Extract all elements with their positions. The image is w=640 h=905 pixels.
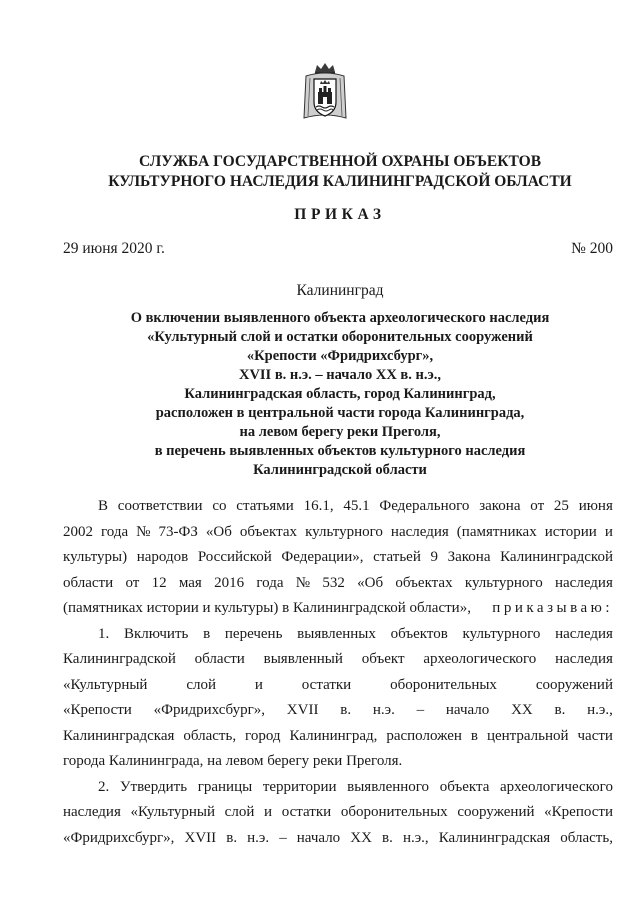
- organization-name-line1: СЛУЖБА ГОСУДАРСТВЕННОЙ ОХРАНЫ ОБЪЕКТОВ: [138, 153, 542, 170]
- title-line: Калининградской области: [253, 462, 427, 478]
- body-line: «Культурный слой и остатки оборонительных сооружений: [63, 676, 613, 693]
- document-city: Калининград: [296, 282, 384, 299]
- body-line: В соответствии со статьями 16.1, 45.1 Федерального закона от 25 июня: [98, 498, 613, 514]
- body-line: города Калининграда, на левом берегу реки Преголя.: [63, 753, 403, 769]
- document-type: ПРИКАЗ: [294, 206, 386, 223]
- body-line: «Крепости «Фридрихсбург», XVII в. н.э. – начало XX в. н.э.,: [63, 702, 613, 718]
- body-line: 1. Включить в перечень выявленных объектов культурного наследия: [98, 625, 613, 642]
- document-body: [63, 494, 613, 851]
- title-line: О включении выявленного объекта археологического наследия: [130, 310, 550, 326]
- body-line: [63, 596, 613, 622]
- body-text: (памятниках истории и культуры) в Калининградской области»,: [63, 600, 471, 616]
- coat-of-arms-icon: [302, 62, 348, 122]
- document-title: [40, 309, 640, 480]
- title-line: на левом берегу реки Преголя,: [239, 424, 441, 440]
- body-line: наследия «Культурный слой и остатки оборонительных сооружений «Крепости: [63, 804, 613, 820]
- body-line: 2002 года № 73-ФЗ «Об объектах культурного наследия (памятниках истории и: [63, 523, 613, 540]
- document-number: № 200: [571, 240, 613, 257]
- title-line: расположен в центральной части города Калининграда,: [155, 405, 525, 421]
- body-line: Калининградская область, город Калининград, расположен в центральной части: [63, 727, 613, 744]
- document-date: 29 июня 2020 г.: [63, 240, 165, 257]
- organization-name-line2: КУЛЬТУРНОГО НАСЛЕДИЯ КАЛИНИНГРАДСКОЙ ОБЛАСТИ: [108, 173, 572, 190]
- order-word: приказываю:: [492, 600, 613, 616]
- title-line: XVII в. н.э. – начало XX в. н.э.,: [238, 367, 442, 383]
- body-line: 2. Утвердить границы территории выявленного объекта археологического: [98, 778, 613, 795]
- title-line: «Крепости «Фридрихсбург»,: [246, 348, 434, 364]
- title-line: «Культурный слой и остатки оборонительных сооружений: [147, 329, 533, 345]
- title-line: Калининградская область, город Калининград,: [184, 386, 496, 402]
- body-line: области от 12 мая 2016 года № 532 «Об объектах культурного наследия: [63, 574, 613, 591]
- body-line: Калининградской области выявленный объект археологического наследия: [63, 651, 613, 667]
- body-line: «Фридрихсбург», XVII в. н.э. – начало XX в. н.э., Калининградская область,: [63, 829, 613, 846]
- body-line: культуры) народов Российской Федерации», статьей 9 Закона Калининградской: [63, 549, 613, 565]
- title-line: в перечень выявленных объектов культурного наследия: [154, 443, 526, 459]
